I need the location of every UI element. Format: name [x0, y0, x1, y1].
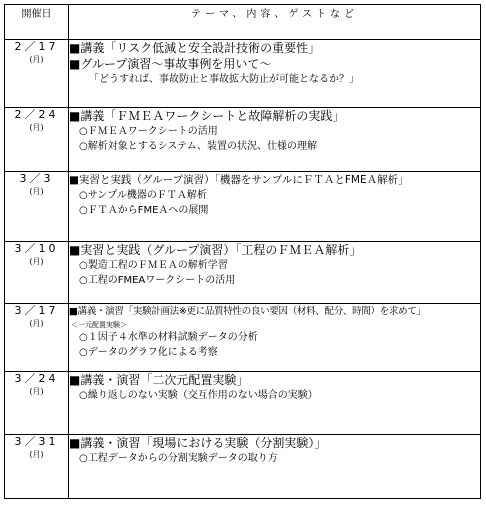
session-date: 3／3 [19, 172, 54, 185]
session-weekday: (月) [29, 187, 44, 196]
session-date: 2／17 [14, 40, 59, 53]
session-date-cell [5, 435, 69, 499]
topic-heading: ■講義・演習「実験計画法※更に品質特性の良い要因（材料、配分、時間）を求めて」 [69, 306, 426, 317]
session-weekday: (月) [29, 257, 44, 266]
header-date: 開催日 [5, 5, 69, 40]
topic-heading: ■実習と実践（グループ演習）「機器をサンプルにＦＴＡとFMEＡ解析」 [69, 174, 409, 186]
table-row [5, 435, 481, 499]
session-date: 3／31 [14, 435, 59, 448]
session-topics-cell [69, 304, 481, 372]
topic-item: ○ＦＭＥＡワークシートの活用 [79, 126, 218, 137]
header-topic: テーマ、内容、ゲストなど [69, 5, 481, 40]
topic-heading: ■講義「ＦＭＥＡワークシートと故障解析の実践」 [69, 109, 345, 123]
topic-item: ○サンプル機器のＦＴＡ解析 [79, 190, 207, 201]
session-weekday: (月) [29, 55, 44, 64]
topic-item: ○ＦＴＡからFMEＡへの展開 [79, 205, 209, 216]
session-date-cell [5, 172, 69, 242]
topic-item: ○１因子４水準の材料試験データの分析 [79, 332, 258, 343]
topic-item: ○製造工程のＦＭＥＡの解析学習 [79, 260, 228, 271]
topic-item: ○繰り返しのない実験（交互作用のない場合の実験） [79, 390, 318, 401]
topic-heading: ■グループ演習～事故事例を用いて～ [69, 57, 272, 71]
table-row [5, 242, 481, 304]
table-row [5, 372, 481, 435]
topic-item: ○工程データからの分割実験データの取り方 [79, 453, 278, 464]
session-topics-cell [69, 40, 481, 108]
session-date: 3／10 [14, 242, 59, 255]
session-weekday: (月) [29, 123, 44, 132]
table-row [5, 40, 481, 108]
table-row [5, 108, 481, 172]
session-date-cell [5, 372, 69, 435]
topic-heading: ■講義・演習「現場における実験（分割実験）」 [69, 436, 327, 450]
session-date-cell [5, 40, 69, 108]
session-date-cell [5, 304, 69, 372]
session-topics-cell [69, 242, 481, 304]
topic-item: ○解析対象とするシステム、装置の状況、仕様の理解 [79, 141, 318, 152]
session-date: 2／24 [14, 108, 59, 121]
topic-heading: ■講義・演習「二次元配置実験」 [69, 373, 249, 387]
topic-heading: ■講義「リスク低減と安全設計技術の重要性」 [69, 41, 321, 55]
session-topics-cell [69, 172, 481, 242]
table-row [5, 172, 481, 242]
session-weekday: (月) [29, 319, 44, 328]
session-date-cell [5, 108, 69, 172]
topic-note: ＜一元配置実験＞ [71, 321, 127, 329]
session-weekday: (月) [29, 387, 44, 396]
topic-heading: ■実習と実践（グループ演習）「工程のＦＭＥＡ解析」 [69, 243, 362, 257]
session-topics-cell [69, 108, 481, 172]
session-topics-cell [69, 372, 481, 435]
session-date-cell [5, 242, 69, 304]
session-topics-cell [69, 435, 481, 499]
table-row [5, 304, 481, 372]
topic-item: ○工程のFMEAワークシートの活用 [79, 275, 236, 286]
session-date: 3／17 [14, 304, 59, 317]
session-weekday: (月) [29, 450, 44, 459]
schedule-table [4, 4, 481, 499]
topic-item: ○データのグラフ化による考察 [79, 347, 218, 358]
header-row [5, 5, 481, 40]
session-date: 3／24 [14, 372, 59, 385]
topic-question: 「どうすれば、事故防止と事故拡大防止が可能となるか？」 [89, 74, 359, 85]
